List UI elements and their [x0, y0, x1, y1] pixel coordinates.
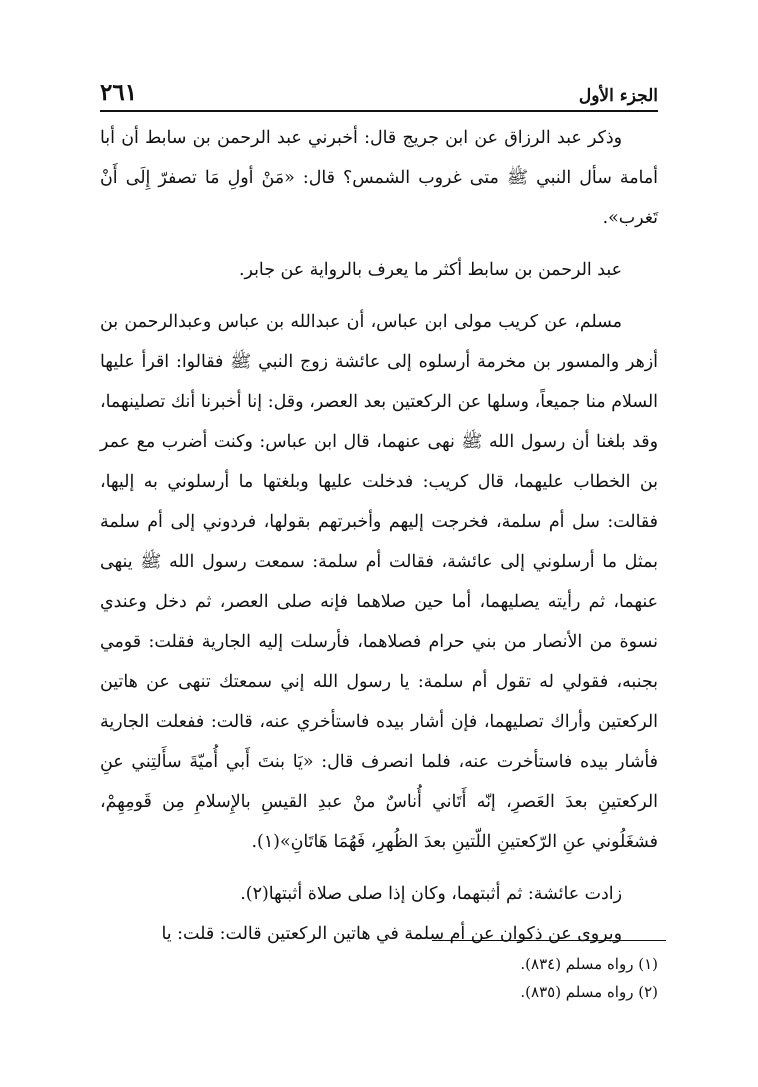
paragraph-5: ويروى عن ذكوان عن أم سلمة في هاتين الركعتين قالت: قلت: يا	[161, 924, 622, 944]
footnote-1: (١) رواه مسلم (٨٣٤).	[520, 955, 658, 973]
header-rule	[100, 110, 658, 112]
running-title: الجزء الأول	[578, 86, 658, 106]
footnote-2: (٢) رواه مسلم (٨٣٥).	[520, 983, 658, 1001]
paragraph-2: عبد الرحمن بن سابط أكثر ما يعرف بالرواية عن جابر.	[238, 260, 622, 280]
paragraph-3: مسلم، عن كريب مولى ابن عباس، أن عبدالله بن عباس وعبدالرحمن بن أزهر والمسور بن مخرمة أرسلوه إلى عائشة زوج النبي ﷺ فقالوا: اقرأ عليها السلام منا جميعاً، وسلها عن الركعتين بعد العصر، وقل: إنا أخبرنا أنك تصلينهما، وقد بلغنا أن رسول الله ﷺ نهى عنهما، قال ابن عباس: وكنت أضرب مع عمر بن الخطاب عليهما، قال كريب: فدخلت عليها وبلغتها ما أرسلوني به إليها، فقالت: سل أم سلمة، فخرجت إليهم وأخبرتهم بقولها، فردوني إلى أم سلمة بمثل ما أرسلوني إلى عائشة، فقالت أم سلمة: سمعت رسول الله ﷺ ينهى عنهما، ثم رأيته يصليهما، أما حين صلاهما فإنه صلى العصر، ثم دخل وعندي نسوة من الأنصار من بني حرام فصلاهما، فأرسلت إليه الجارية فقلت: قومي بجنبه، فقولي له تقول أم سلمة: يا رسول الله إني سمعتك تنهى عن هاتين الركعتين وأراك تصليهما، فإن أشار بيده فاستأخري عنه، قالت: ففعلت الجارية فأشار بيده فاستأخرت عنه، فلما انصرف قال: «يَا بنتَ أَبي أُميّةَ سأَلتِني عنِ الركعتينِ بعدَ العَصرِ، إنّه أَتَاني أُناسٌ منْ عبدِ القيسِ بالإِسلامِ مِن قَومِهِمْ، فشغَلُوني عنِ الرّكعتينِ اللّتينِ بعدَ الظُهرِ، فَهُمَا هَاتَانِ»(١).	[100, 312, 658, 852]
footnote-rule	[432, 940, 666, 941]
page-number: ٢٦١	[100, 79, 138, 106]
footnotes	[100, 950, 658, 1006]
body-text	[100, 118, 658, 954]
page-header	[100, 78, 658, 106]
paragraph-1: وذكر عبد الرزاق عن ابن جريج قال: أخبرني عبد الرحمن بن سابط أن أبا أمامة سأل النبي ﷺ متى غروب الشمس؟ قال: «مَنْ أولِ مَا تصفرّ إِلَى أَنْ تَغرب».	[100, 128, 658, 228]
paragraph-4: زادت عائشة: ثم أثبتهما، وكان إذا صلى صلاة أثبتها(٢).	[240, 884, 622, 904]
